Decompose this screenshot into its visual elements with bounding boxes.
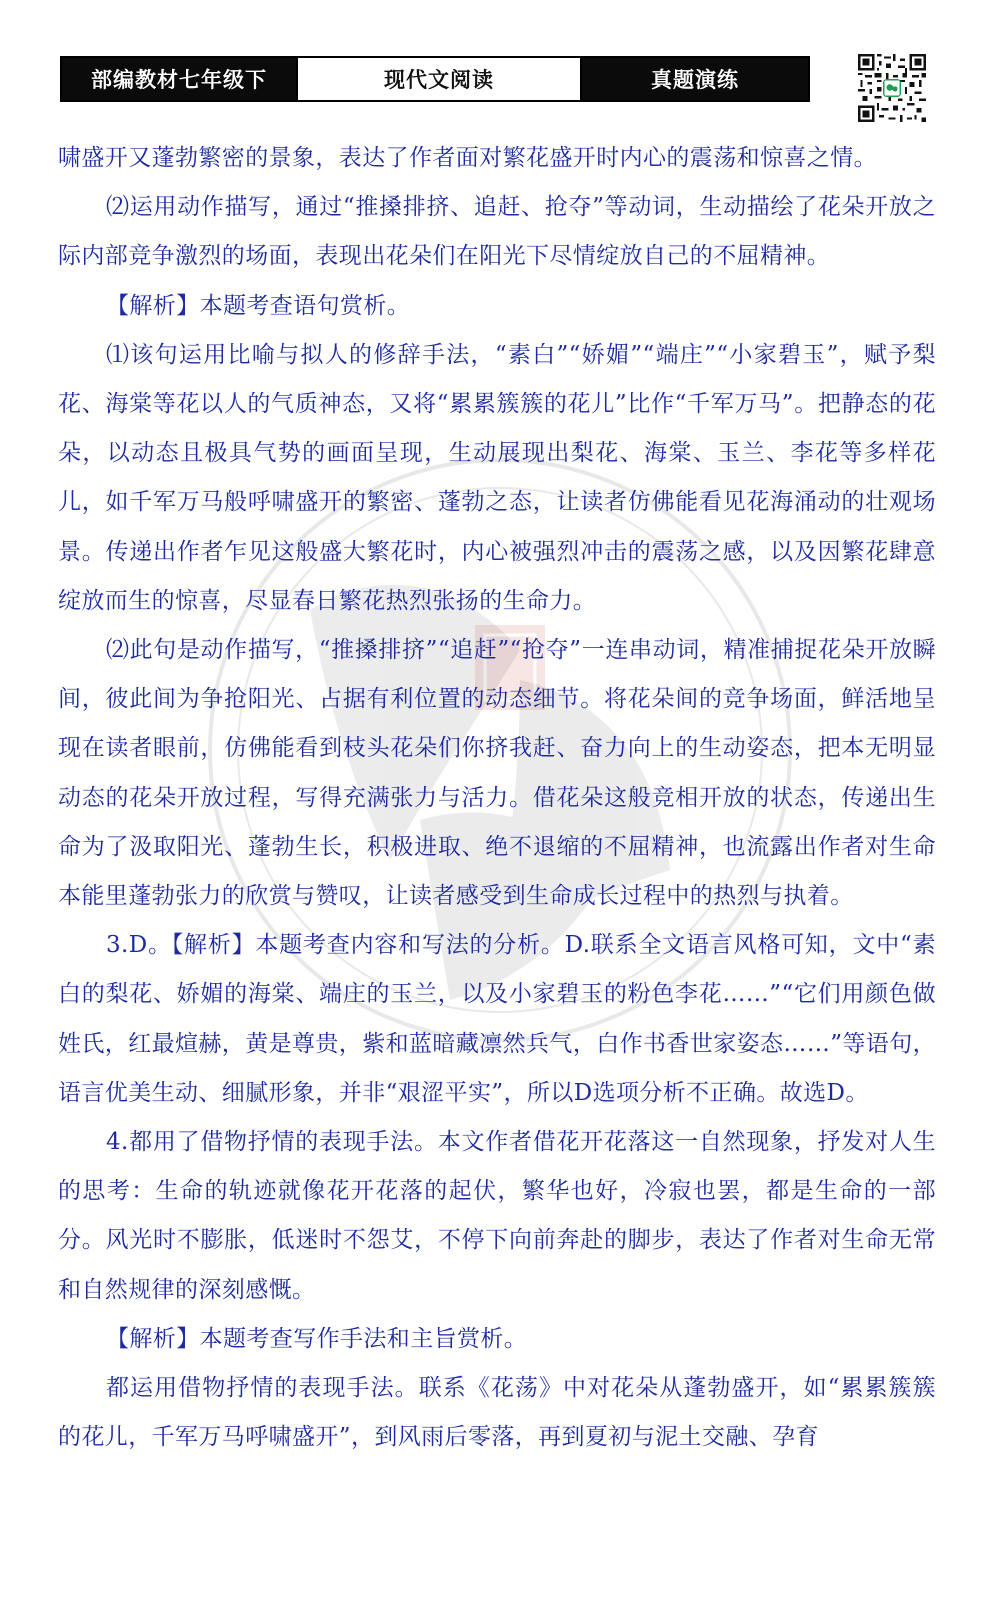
header-bar — [60, 56, 810, 102]
answer-text-body — [58, 134, 936, 1462]
header-type-label: 真题演练 — [582, 58, 808, 100]
paragraph-analysis-1: ⑴该句运用比喻与拟人的修辞手法，“素白”“娇媚”“端庄”“小家碧玉”，赋予梨花、海棠等花以人的气质神态，又将“累累簇簇的花儿”比作“千军万马”。把静态的花朵，以动态且极具气势的画面呈现，生动展现出梨花、海棠、玉兰、李花等多样花儿，如千军万马般呼啸盛开的繁密、蓬勃之态，让读者仿佛能看见花海涌动的壮观场景。传递出作者乍见这般盛大繁花时，内心被强烈冲击的震荡之感，以及因繁花肆意绽放而生的惊喜，尽显春日繁花热烈张扬的生命力。 — [58, 341, 936, 614]
header-subject-label: 现代文阅读 — [296, 58, 582, 100]
paragraph-analysis-heading: 【解析】本题考查语句赏析。 — [106, 292, 411, 319]
header-grade-label: 部编教材七年级下 — [62, 58, 296, 100]
paragraph-analysis-4-heading: 【解析】本题考查写作手法和主旨赏析。 — [106, 1325, 528, 1352]
paragraph-question-4: 4.都用了借物抒情的表现手法。本文作者借花开花落这一自然现象，抒发对人生的思考：生命的轨迹就像花开花落的起伏，繁华也好，冷寂也罢，都是生命的一部分。风光时不膨胀，低迷时不怨艾，不停下向前奔赴的脚步，表达了作者对生命无常和自然规律的深刻感慨。 — [58, 1129, 936, 1303]
paragraph-continuation: 啸盛开又蓬勃繁密的景象，表达了作者面对繁花盛开时内心的震荡和惊喜之情。 — [58, 145, 877, 171]
qr-code-icon — [858, 54, 926, 122]
paragraph-analysis-2: ⑵此句是动作描写，“推搡排挤”“追赶”“抢夺”一连串动词，精准捕捉花朵开放瞬间，彼此间为争抢阳光、占据有利位置的动态细节。将花朵间的竞争场面，鲜活地呈现在读者眼前，仿佛能看到枝头花朵们你挤我赶、奋力向上的生动姿态，把本无明显动态的花朵开放过程，写得充满张力与活力。借花朵这般竞相开放的状态，传递出生命为了汲取阳光、蓬勃生长，积极进取、绝不退缩的不屈精神，也流露出作者对生命本能里蓬勃张力的欣赏与赞叹，让读者感受到生命成长过程中的热烈与执着。 — [58, 637, 936, 910]
paragraph-question-3: 3.D。【解析】本题考查内容和写法的分析。D.联系全文语言风格可知，文中“素白的梨花、娇媚的海棠、端庄的玉兰，以及小家碧玉的粉色李花……”“它们用颜色做姓氏，红最煊赫，黄是尊贵，紫和蓝暗藏凛然兵气，白作书香世家姿态……”等语句，语言优美生动、细腻形象，并非“艰涩平实”，所以D选项分析不正确。故选D。 — [58, 932, 936, 1106]
paragraph-answer-2: ⑵运用动作描写，通过“推搡排挤、追赶、抢夺”等动词，生动描绘了花朵开放之际内部竞争激烈的场面，表现出花朵们在阳光下尽情绽放自己的不屈精神。 — [58, 194, 936, 270]
paragraph-analysis-4: 都运用借物抒情的表现手法。联系《花荡》中对花朵从蓬勃盛开，如“累累簇簇的花儿，千军万马呼啸盛开”，到风雨后零落，再到夏初与泥土交融、孕育 — [58, 1375, 936, 1451]
